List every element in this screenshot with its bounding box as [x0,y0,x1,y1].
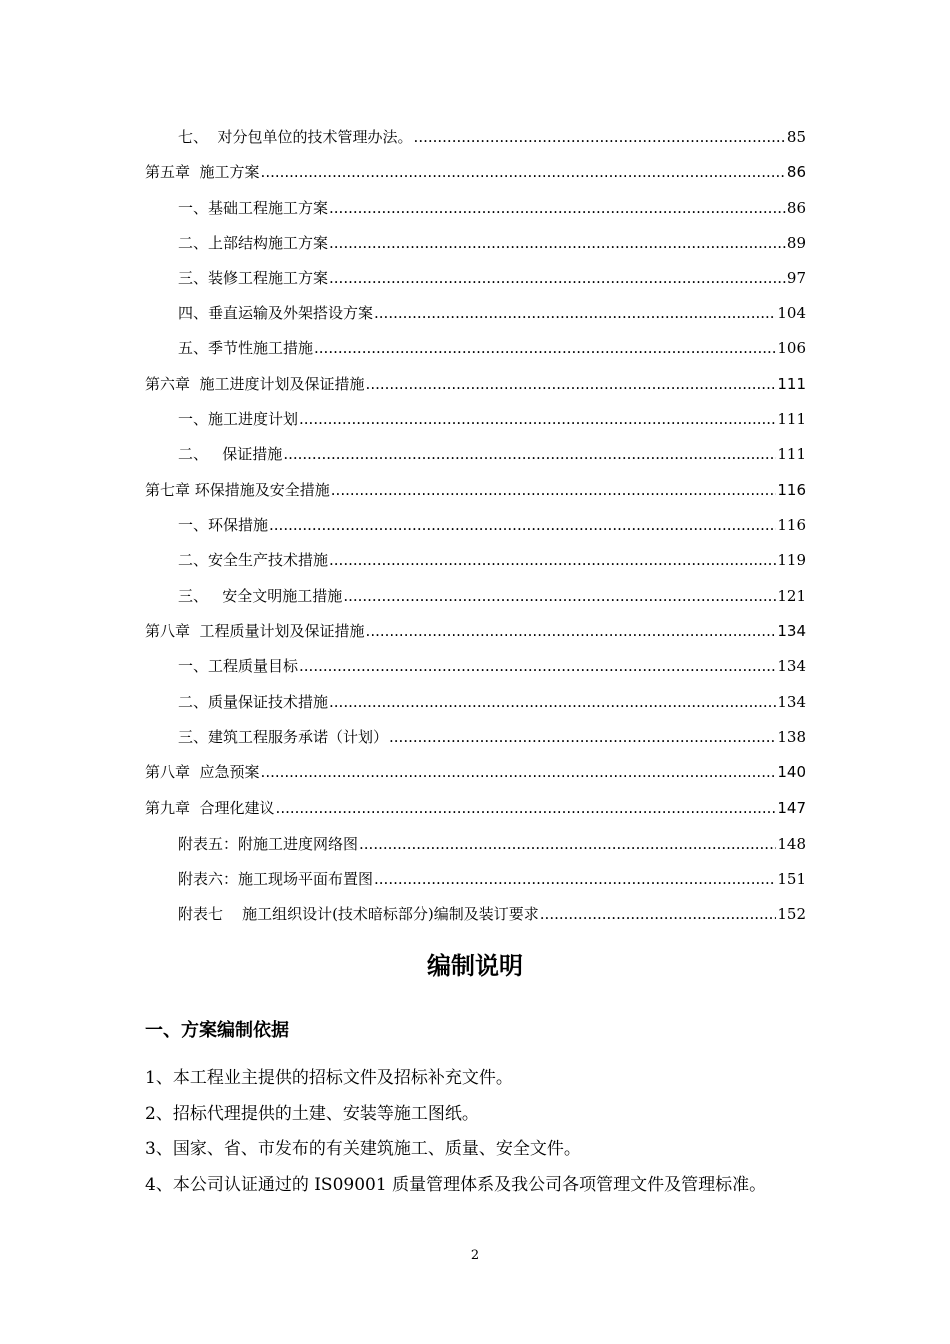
toc-entry-page: 152 [777,905,806,923]
paragraph: 1、本工程业主提供的招标文件及招标补充文件。 [145,1068,513,1088]
page-number: 2 [470,1248,480,1263]
toc-entry-title: 附表七 施工组织设计(技术暗标部分)编制及装订要求 [178,905,539,923]
toc-entry-page: 86 [786,199,806,217]
toc-entry[interactable] [178,902,806,926]
toc-entry-title: 第六章 施工进度计划及保证措施 [145,375,365,393]
paragraph: 3、国家、省、市发布的有关建筑施工、质量、安全文件。 [145,1139,581,1159]
toc-leader-dots [329,548,776,572]
section-heading: 编制说明 [427,952,523,980]
toc-entry[interactable] [178,867,806,891]
toc-entry-page: 116 [777,481,806,499]
toc-entry[interactable] [145,796,806,820]
toc-leader-dots [261,760,777,784]
toc-entry-page: 119 [777,551,806,569]
toc-entry[interactable] [178,301,806,325]
toc-leader-dots [314,336,776,360]
toc-entry-page: 111 [777,445,806,463]
toc-entry-title: 七、 对分包单位的技术管理办法。 [178,128,413,146]
toc-entry-page: 85 [786,128,806,146]
toc-entry[interactable] [178,407,806,431]
toc-leader-dots [540,902,777,926]
toc-entry[interactable] [178,513,806,537]
toc-leader-dots [374,301,776,325]
toc-leader-dots [359,832,776,856]
toc-entry-title: 第五章 施工方案 [145,163,260,181]
toc-entry-page: 151 [777,870,806,888]
toc-entry-page: 106 [777,339,806,357]
toc-leader-dots [366,372,777,396]
toc-leader-dots [331,478,777,502]
paragraph: 4、本公司认证通过的 IS09001 质量管理体系及我公司各项管理文件及管理标准。 [145,1175,767,1195]
toc-entry-title: 二、上部结构施工方案 [178,234,329,252]
toc-entry-title: 第八章 工程质量计划及保证措施 [145,622,365,640]
toc-leader-dots [366,619,777,643]
toc-entry-page: 104 [777,304,806,322]
toc-entry-title: 二、 保证措施 [178,445,283,463]
toc-leader-dots [343,584,776,608]
toc-entry-title: 一、环保措施 [178,516,269,534]
toc-leader-dots [329,196,786,220]
toc-entry-title: 五、季节性施工措施 [178,339,314,357]
toc-entry-title: 第七章 环保措施及安全措施 [145,481,330,499]
toc-entry-page: 111 [777,410,806,428]
subsection-heading: 一、方案编制依据 [145,1020,289,1041]
toc-entry-page: 89 [786,234,806,252]
toc-leader-dots [329,690,776,714]
toc-entry[interactable] [178,442,806,466]
toc-entry-page: 121 [777,587,806,605]
toc-entry-title: 三、 安全文明施工措施 [178,587,343,605]
paragraph: 2、招标代理提供的土建、安装等施工图纸。 [145,1104,479,1124]
toc-entry-page: 111 [777,375,806,393]
toc-entry-title: 二、安全生产技术措施 [178,551,329,569]
toc-entry-title: 四、垂直运输及外架搭设方案 [178,304,374,322]
toc-leader-dots [269,513,776,537]
toc-entry[interactable] [178,266,806,290]
toc-entry[interactable] [145,372,806,396]
toc-entry-title: 一、基础工程施工方案 [178,199,329,217]
toc-leader-dots [261,160,786,184]
toc-entry[interactable] [178,548,806,572]
toc-entry-page: 138 [777,728,806,746]
toc-entry-title: 第九章 合理化建议 [145,799,275,817]
toc-entry[interactable] [178,336,806,360]
toc-entry[interactable] [178,231,806,255]
toc-leader-dots [299,407,776,431]
toc-leader-dots [299,654,776,678]
toc-entry-page: 147 [777,799,806,817]
toc-entry[interactable] [145,478,806,502]
toc-entry-title: 三、建筑工程服务承诺（计划） [178,728,389,746]
toc-entry-title: 附表五：附施工进度网络图 [178,835,359,853]
toc-entry-page: 148 [777,835,806,853]
toc-leader-dots [374,867,776,891]
toc-entry-page: 134 [777,693,806,711]
toc-entry[interactable] [178,584,806,608]
toc-entry-title: 第八章 应急预案 [145,763,260,781]
toc-entry-page: 134 [777,622,806,640]
toc-entry[interactable] [145,619,806,643]
toc-entry[interactable] [145,160,806,184]
toc-entry-title: 附表六：施工现场平面布置图 [178,870,374,888]
toc-entry[interactable] [145,760,806,784]
toc-leader-dots [389,725,776,749]
toc-entry[interactable] [178,690,806,714]
toc-entry-title: 一、施工进度计划 [178,410,299,428]
toc-entry-page: 86 [786,163,806,181]
toc-leader-dots [329,231,786,255]
toc-entry-page: 116 [777,516,806,534]
toc-leader-dots [414,125,786,149]
toc-entry[interactable] [178,654,806,678]
toc-entry[interactable] [178,725,806,749]
toc-entry-page: 97 [786,269,806,287]
toc-leader-dots [276,796,777,820]
toc-entry-page: 134 [777,657,806,675]
toc-entry-title: 一、工程质量目标 [178,657,299,675]
toc-entry[interactable] [178,125,806,149]
toc-entry[interactable] [178,196,806,220]
toc-leader-dots [329,266,786,290]
toc-entry-title: 二、质量保证技术措施 [178,693,329,711]
toc-entry[interactable] [178,832,806,856]
toc-entry-page: 140 [777,763,806,781]
toc-leader-dots [283,442,776,466]
toc-entry-title: 三、装修工程施工方案 [178,269,329,287]
